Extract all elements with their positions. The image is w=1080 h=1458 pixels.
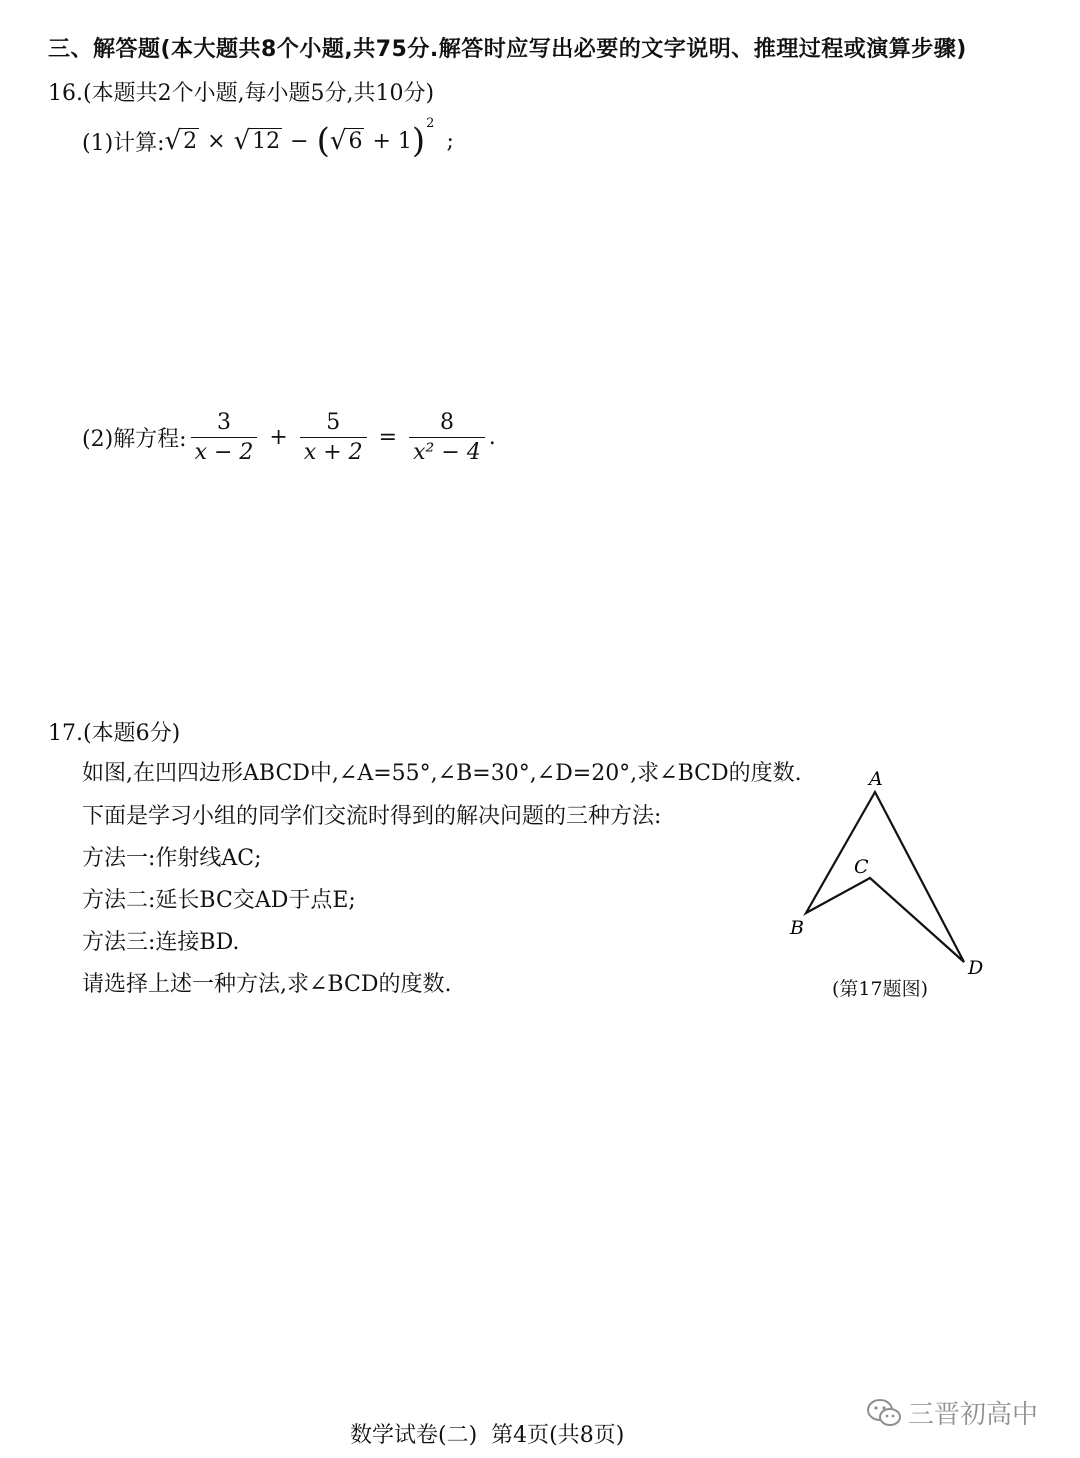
part1-end: ;	[446, 128, 454, 154]
fraction-2: $\frac{5}{x + 2}$	[300, 410, 367, 466]
minus-sign: −	[290, 128, 309, 154]
page-footer: 数学试卷(二) 第4页(共8页)	[350, 1423, 625, 1448]
times-sign: ×	[207, 128, 226, 154]
figure-caption: (第17题图)	[832, 978, 929, 1000]
q17-header: 17.(本题6分)	[48, 721, 181, 746]
q17-method-3: 方法三:连接BD.	[82, 930, 240, 955]
wechat-icon	[866, 1398, 902, 1428]
plus-one: + 1	[372, 128, 412, 154]
equals-sign: =	[378, 425, 398, 451]
part2-prefix: (2)解方程:	[82, 427, 187, 453]
q17-line-1: 如图,在凹四边形ABCD中,∠A=55°,∠B=30°,∠D=20°,求∠BCD的度数.	[82, 761, 802, 786]
fraction-1: $\frac{3}{x - 2}$	[191, 410, 258, 466]
quadrilateral-figure	[770, 760, 1010, 980]
label-b: B	[790, 917, 804, 939]
exponent: 2	[426, 115, 435, 131]
q17-line-6: 请选择上述一种方法,求∠BCD的度数.	[82, 972, 452, 997]
q17-method-1: 方法一:作射线AC;	[82, 846, 262, 871]
fraction-3: $\frac{8}{\text{x² − 4}}$	[409, 410, 485, 466]
label-a: A	[869, 768, 883, 790]
q16-part1	[82, 115, 454, 161]
sqrt-12: √ 12	[233, 126, 281, 157]
q16-header: 16.(本题共2个小题,每小题5分,共10分)	[48, 81, 435, 106]
section-title: 三、解答题(本大题共8个小题,共75分.解答时应写出必要的文字说明、推理过程或演算步骤)	[48, 37, 967, 62]
plus-sign: +	[269, 425, 288, 451]
sqrt-6: √ 6	[329, 126, 363, 157]
sqrt-2: √ 2	[164, 126, 198, 157]
q17-line-2: 下面是学习小组的同学们交流时得到的解决问题的三种方法:	[82, 804, 662, 829]
left-paren: (	[316, 121, 330, 161]
watermark	[866, 1394, 1038, 1431]
q16-part2	[82, 410, 496, 466]
label-d: D	[968, 957, 984, 979]
label-c: C	[854, 856, 869, 878]
right-paren: )	[411, 121, 426, 161]
quadrilateral-abcd	[806, 792, 964, 962]
part1-prefix: (1)计算:	[82, 130, 165, 156]
q17-method-2: 方法二:延长BC交AD于点E;	[82, 888, 356, 913]
part2-end: .	[488, 425, 496, 451]
watermark-text: 三晋初高中	[908, 1400, 1039, 1430]
